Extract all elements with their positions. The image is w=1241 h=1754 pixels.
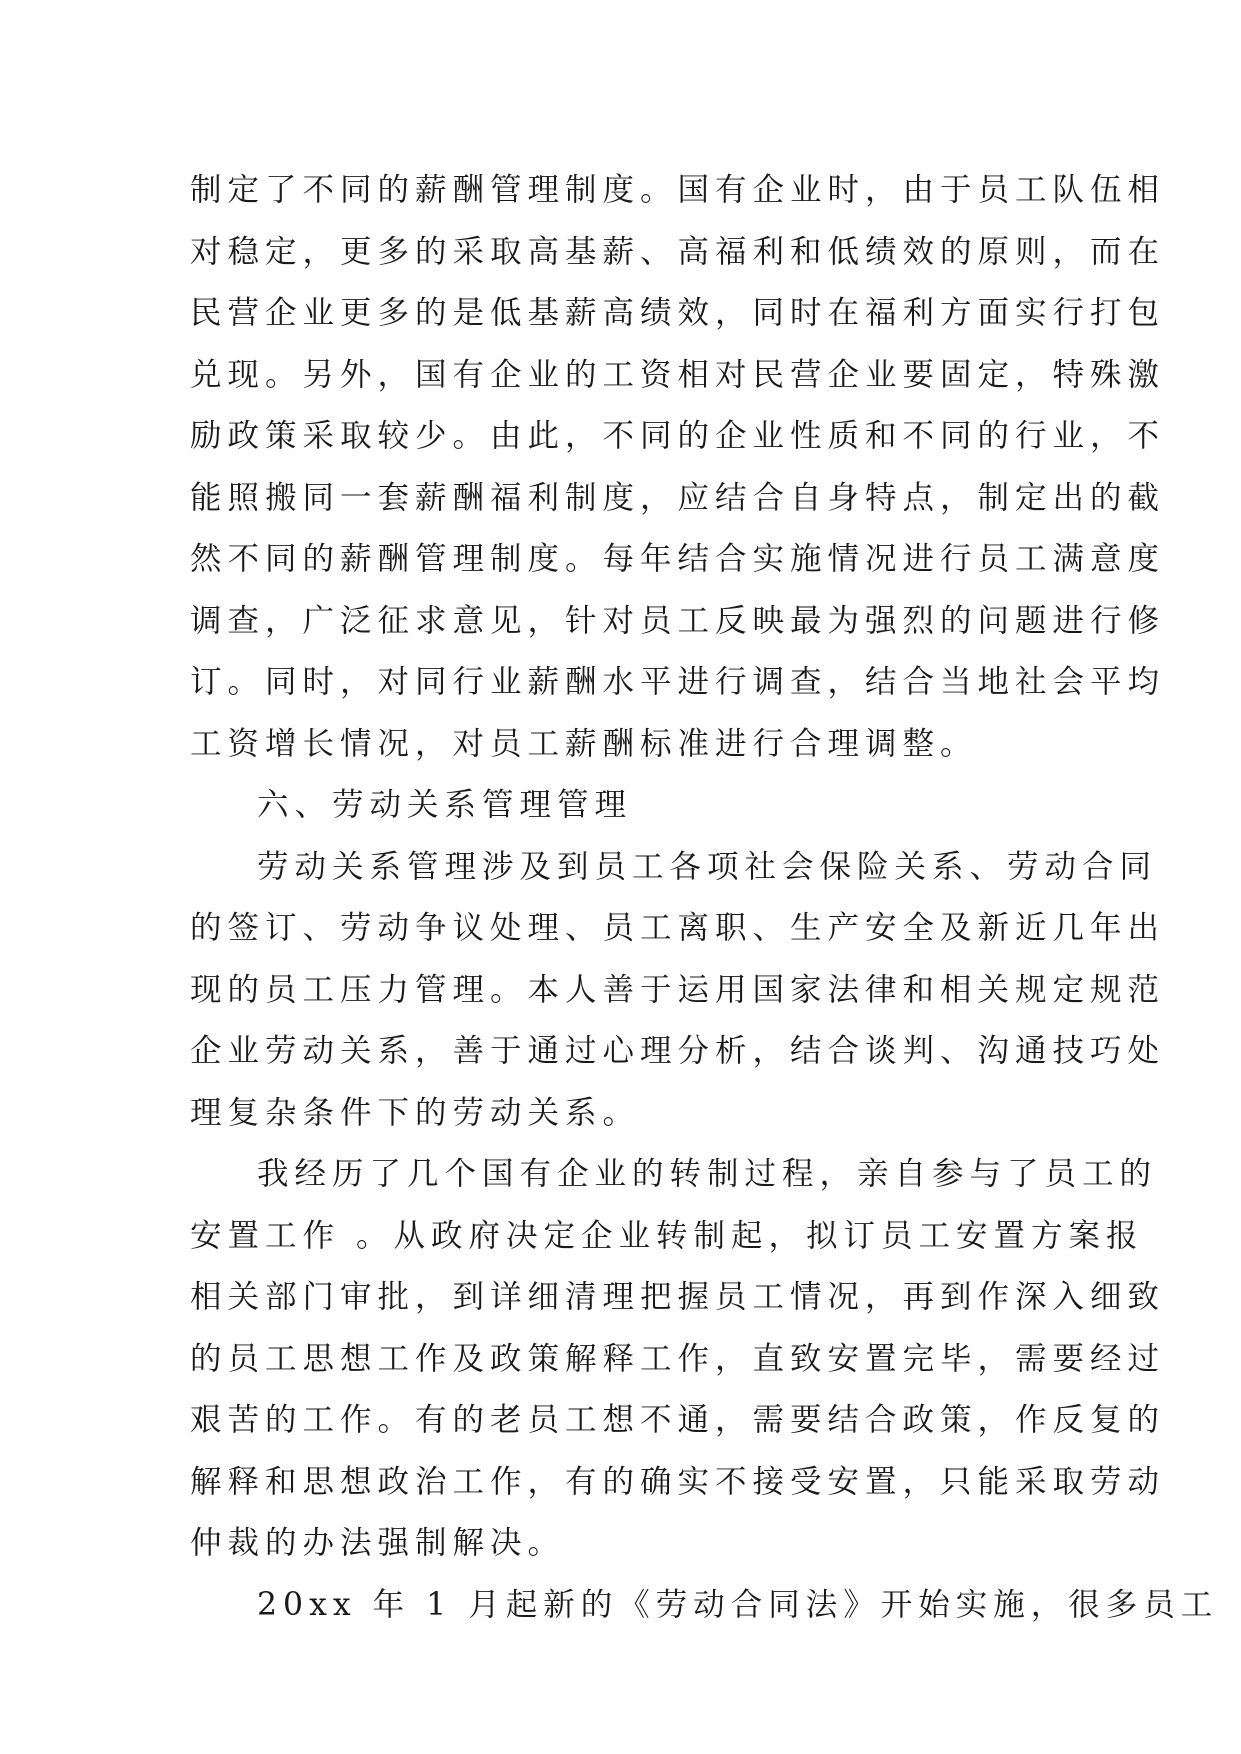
text-line: 劳动关系管理涉及到员工各项社会保险关系、劳动合同	[257, 848, 1158, 885]
text-line: 励政策采取较少。由此，不同的企业性质和不同的行业，不	[190, 418, 1166, 454]
text-line: 20xx 年 1 月起新的《劳动合同法》开始实施，很多员工	[257, 1586, 1219, 1623]
text-line: 的签订、劳动争议处理、员工离职、生产安全及新近几年出	[190, 910, 1166, 946]
section-heading: 六、劳动关系管理管理	[257, 787, 633, 823]
text-line: 制定了不同的薪酬管理制度。国有企业时，由于员工队伍相	[190, 172, 1166, 208]
text-line: 能照搬同一套薪酬福利制度，应结合自身特点，制定出的截	[190, 479, 1166, 516]
text-line: 兑现。另外，国有企业的工资相对民营企业要固定，特殊激	[190, 356, 1166, 393]
text-line: 对稳定，更多的采取高基薪、高福利和低绩效的原则，而在	[190, 233, 1166, 270]
text-line: 理复杂条件下的劳动关系。	[190, 1094, 641, 1131]
text-line: 现的员工压力管理。本人善于运用国家法律和相关规定规范	[190, 971, 1166, 1008]
text-line: 艰苦的工作。有的老员工想不通，需要结合政策，作反复的	[190, 1402, 1166, 1438]
text-line: 调查，广泛征求意见，针对员工反映最为强烈的问题进行修	[190, 602, 1166, 639]
text-line: 安置工作 。从政府决定企业转制起，拟订员工安置方案报	[190, 1217, 1144, 1254]
text-line: 订。同时，对同行业薪酬水平进行调查，结合当地社会平均	[190, 664, 1166, 700]
text-line: 然不同的薪酬管理制度。每年结合实施情况进行员工满意度	[190, 541, 1166, 577]
text-line: 仲裁的办法强制解决。	[190, 1525, 566, 1561]
text-line: 工资增长情况，对员工薪酬标准进行合理调整。	[190, 725, 978, 762]
text-line: 我经历了几个国有企业的转制过程，亲自参与了员工的	[257, 1156, 1158, 1192]
text-line: 民营企业更多的是低基薪高绩效，同时在福利方面实行打包	[190, 295, 1166, 331]
text-line: 相关部门审批，到详细清理把握员工情况，再到作深入细致	[190, 1279, 1166, 1315]
text-line: 解释和思想政治工作，有的确实不接受安置，只能采取劳动	[190, 1463, 1166, 1500]
text-line: 的员工思想工作及政策解释工作，直致安置完毕，需要经过	[190, 1340, 1166, 1377]
text-line: 企业劳动关系，善于通过心理分析，结合谈判、沟通技巧处	[190, 1033, 1166, 1069]
document-body	[190, 160, 1219, 1636]
